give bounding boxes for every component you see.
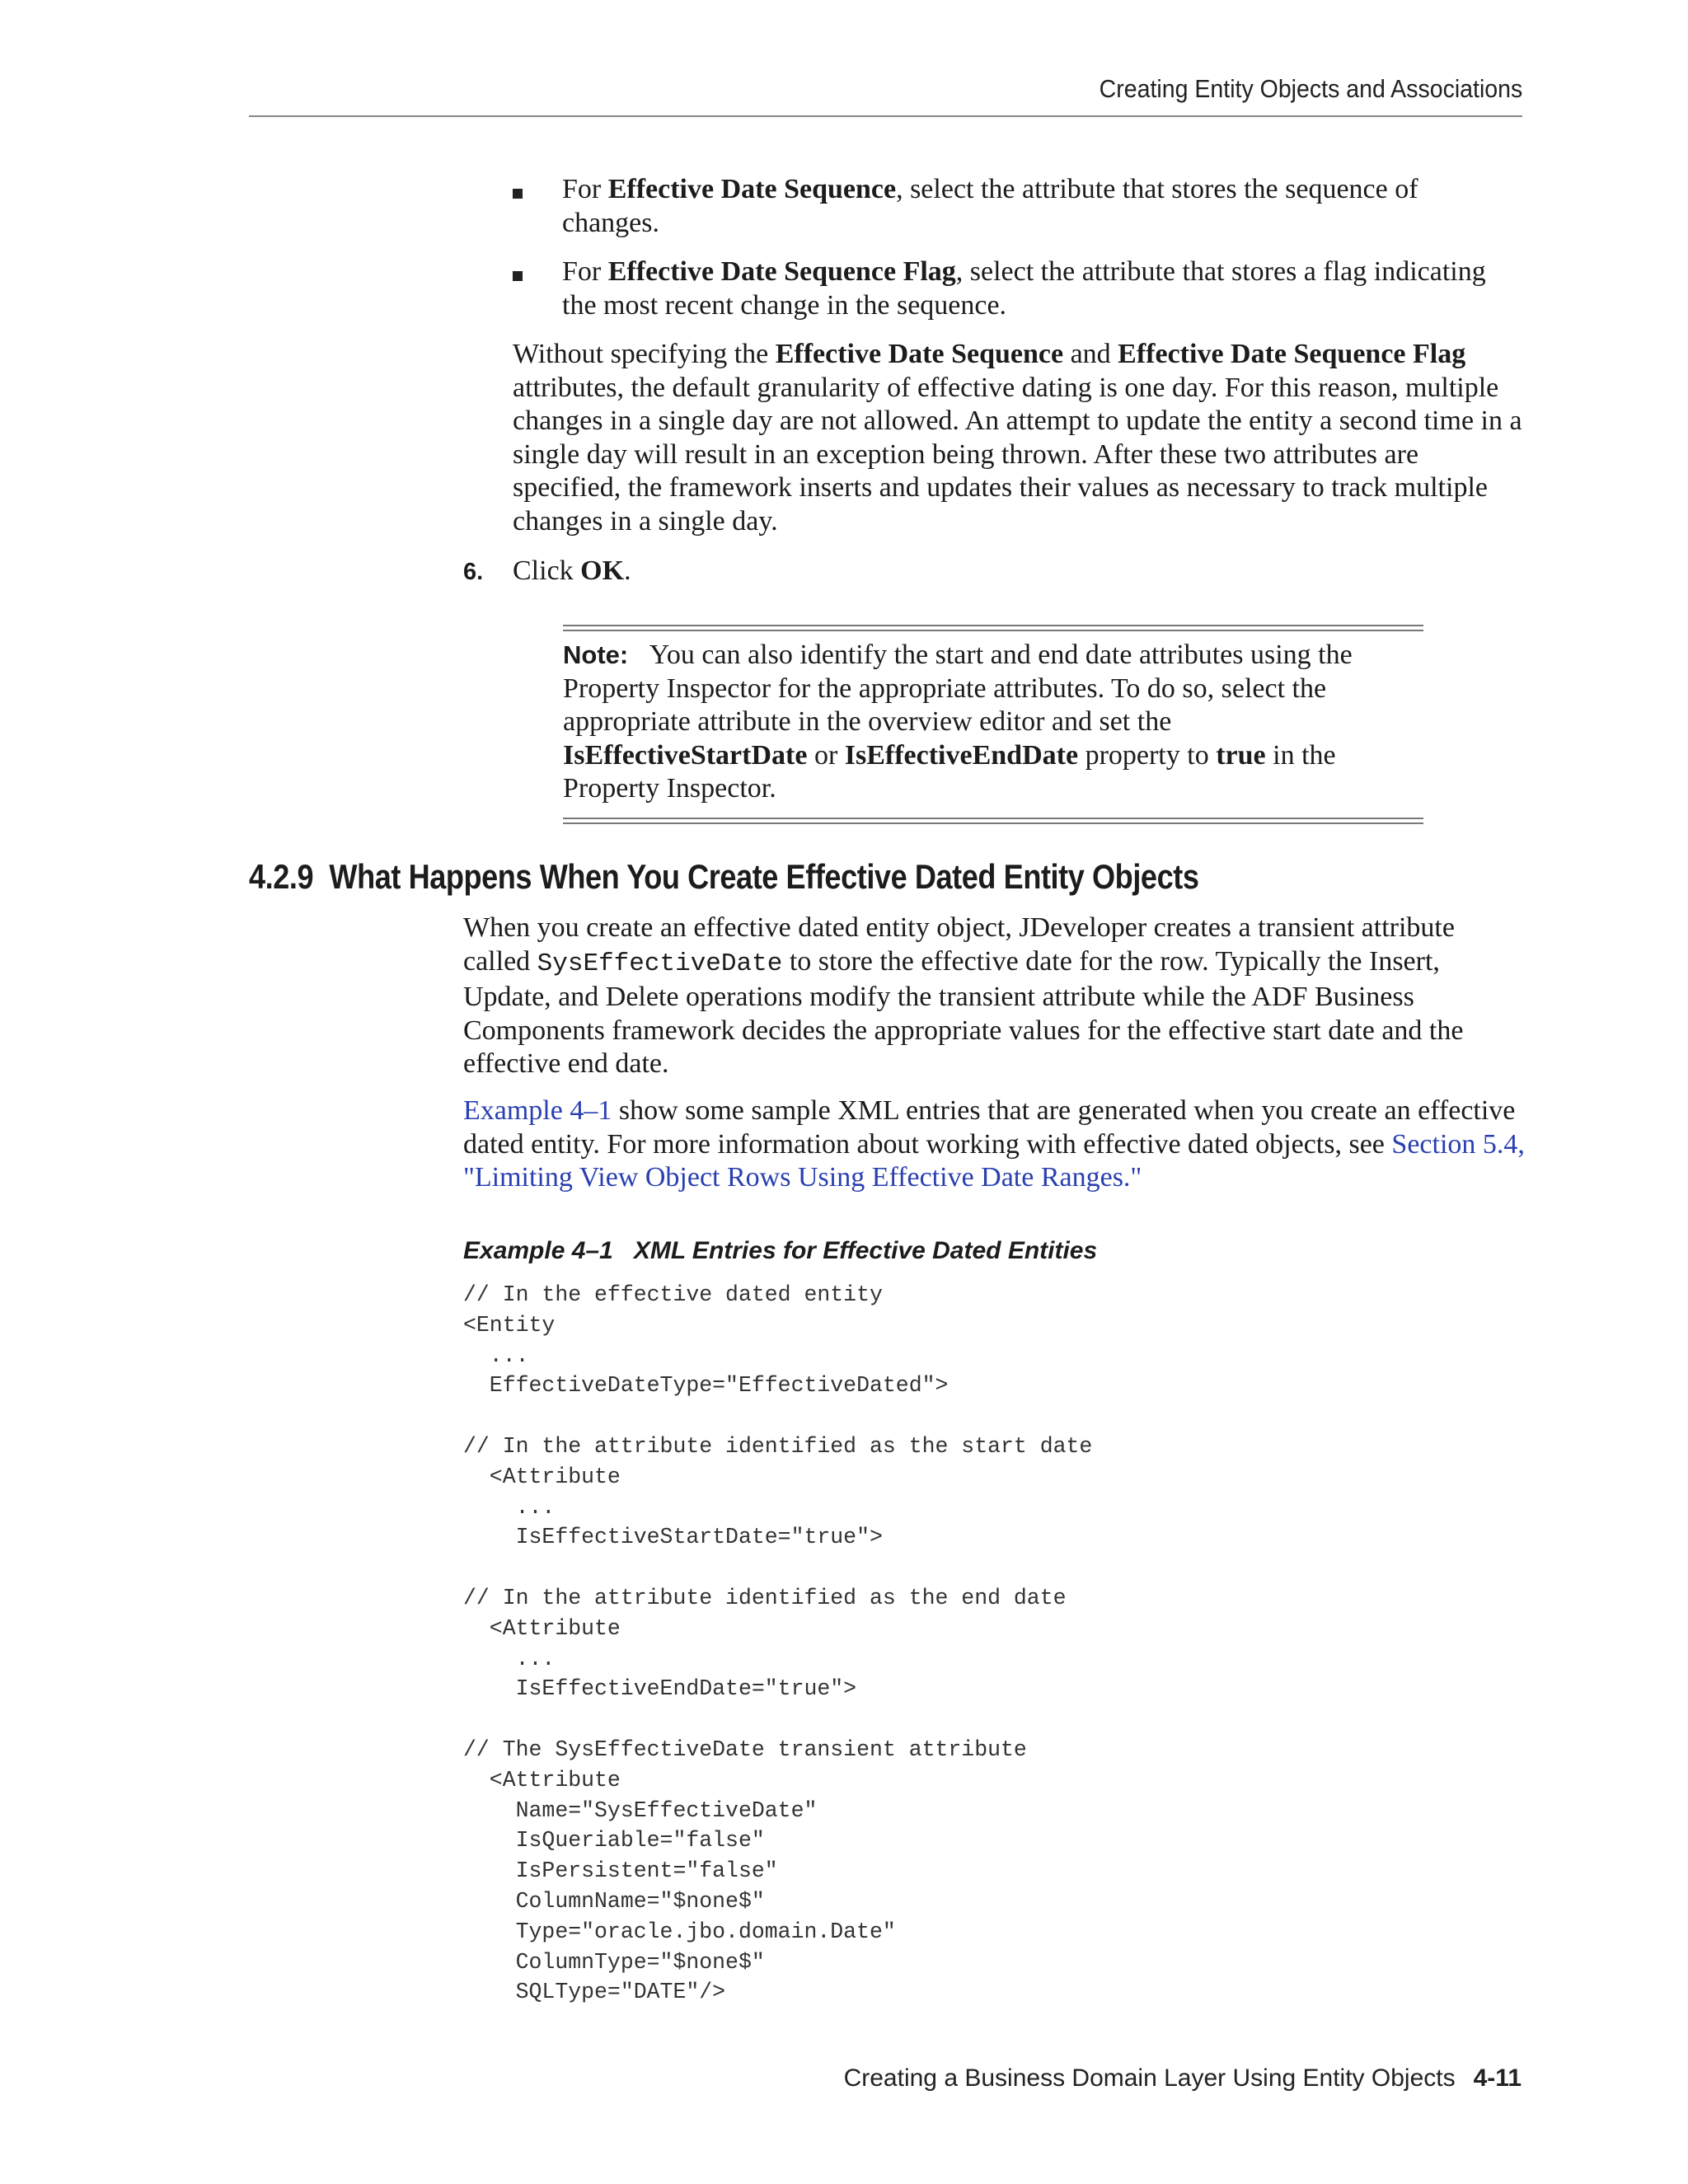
step-number: 6. [463,559,484,585]
section-heading [249,857,1199,897]
granularity-paragraph: Without specifying the Effective Date Sequence and Effective Date Sequence Flag attributes, the default granularity of effective dating is one day. For this reason, multiple changes in a single day are not allowed. An attempt to update the entity a second time in a single day will result in an exception being thrown. After these two attributes are specified, the framework inserts and updates their values as necessary to track multiple changes in a single day. [513,339,1522,537]
bullet-marker [513,189,523,199]
inline-code: SysEffectiveDate [537,949,783,978]
section-number: 4.2.9 [249,857,314,896]
section-title: What Happens When You Create Effective Dated Entity Objects [329,857,1199,896]
footer-title: Creating a Business Domain Layer Using Entity Objects [843,2064,1456,2092]
example-caption: Example 4–1 XML Entries for Effective Dated Entities [463,1237,1098,1264]
intro-paragraph: When you create an effective dated entity object, JDeveloper creates a transient attribute called SysEffectiveDate to store the effective date for the row. Typically the Insert, Update, and Delete operations modify the transient attribute while the ADF Business Components framework decides the appropriate values for the effective start date and the effective end date. [463,912,1464,1079]
header-rule [249,115,1522,117]
example-link[interactable]: Example 4–1 [463,1095,612,1126]
bullet-item-sequence: For Effective Date Sequence, select the attribute that stores the sequence of changes. [562,174,1418,238]
step-6-text: Click OK. [513,555,631,586]
running-header: Creating Entity Objects and Associations [1099,74,1522,103]
note-top-rule [563,625,1423,631]
code-block: // In the effective dated entity <Entity ... EffectiveDateType="EffectiveDated"> // In the attribute identified as the start date <Attribute ... IsEffectiveStartDate="true"> // In the attribute identified as the end date <Attribute ... IsEffectiveEndDate="true"> // The SysEffectiveDate transient attribute <Attribute Name="SysEffectiveDate" IsQueriable="false" IsPersistent="false" ColumnName="$none$" Type="oracle.jbo.domain.Date" ColumnType="$none$" SQLType="DATE"/> [463,1282,1093,2005]
note-label: Note: [563,640,629,669]
bullet-marker [513,271,523,281]
note-box: Note: You can also identify the start and end date attributes using the Property Inspector for the appropriate attributes. To do so, select the appropriate attribute in the overview editor and set the IsEffectiveStartDate or IsEffectiveEndDate property to true in the Property Inspector. [563,640,1353,804]
section-link[interactable]: Section 5.4, "Limiting View Object Rows Using Effective Date Ranges." [463,1128,1525,1193]
bullet-item-sequence-flag: For Effective Date Sequence Flag, select the attribute that stores a flag indicating the most recent change in the sequence. [562,256,1486,321]
page-number: 4-11 [1473,2064,1522,2092]
note-bottom-rule [563,818,1423,824]
reference-paragraph: Example 4–1 show some sample XML entries that are generated when you create an effective dated entity. For more information about working with effective dated objects, see Section 5.4, "Limiting View Object Rows Using Effective Date Ranges." [463,1095,1525,1193]
page-footer [844,2064,1522,2093]
